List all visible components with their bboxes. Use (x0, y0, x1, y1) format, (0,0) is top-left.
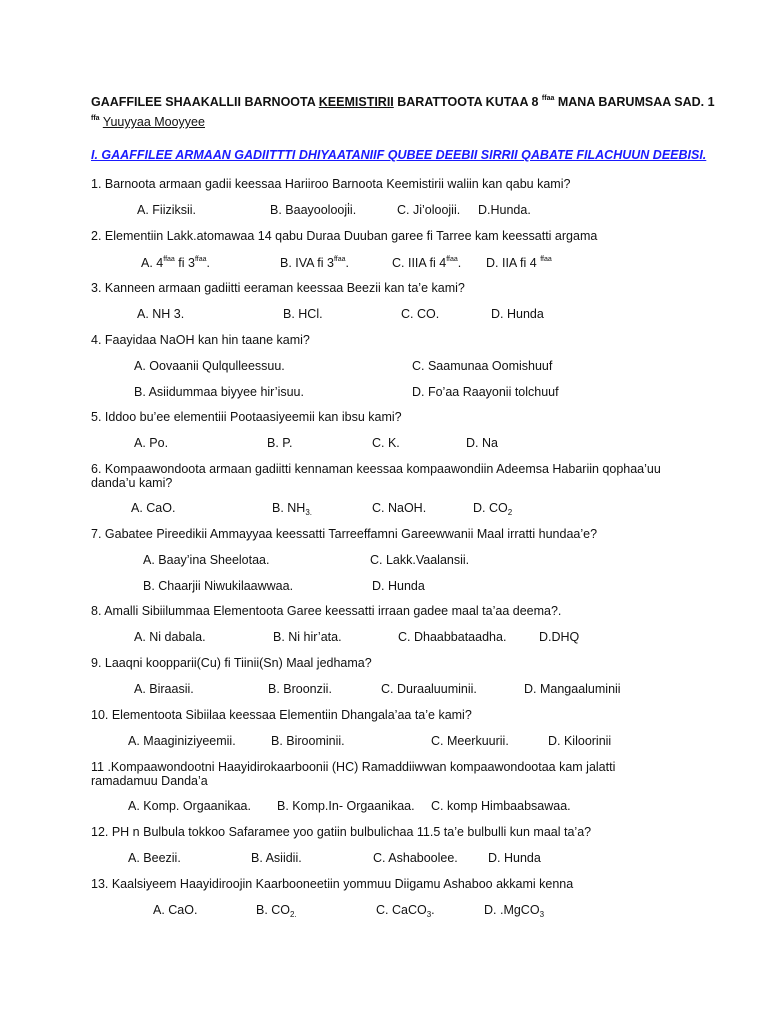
q1-option-d: D.Hunda. (478, 203, 531, 217)
question-13: 13. Kaalsiyeem Haayidiroojin Kaarbooneetiin yommuu Diigamu Ashaboo akkami kenna (91, 877, 574, 891)
q13-option-b (256, 903, 297, 917)
option-text: B. CO (256, 903, 291, 917)
q8-option-b: B. Ni hir’ata. (273, 630, 342, 644)
q9-option-a: A. Biraasii. (134, 682, 194, 696)
q7-option-a: A. Baay’ina Sheelotaa. (143, 553, 270, 567)
option-superscript: ffaa (446, 256, 458, 263)
option-text: A. 4 (141, 256, 164, 270)
q7-option-b: B. Chaarjii Niwukilaawwaa. (143, 579, 294, 593)
question-8: 8. Amalli Sibiilummaa Elementoota Garee keessatti irraan gadee maal ta’aa deema?. (91, 604, 562, 618)
q5-option-d: D. Na (466, 436, 498, 450)
option-text: C. IIIA fi 4 (392, 256, 447, 270)
q9-option-d: D. Mangaaluminii (524, 682, 621, 696)
option-text: . (431, 903, 435, 917)
q5-option-c: C. K. (372, 436, 400, 450)
q7-option-c: C. Lakk.Vaalansii. (370, 553, 470, 567)
q8-option-c: C. Dhaabbataadha. (398, 630, 507, 644)
q1-option-a: A. Fiiziksii. (137, 203, 197, 217)
q8-option-d: D.DHQ (539, 630, 580, 644)
q1-option-c: C. Ji’oloojii. (397, 203, 461, 217)
q2-option-a (141, 256, 210, 270)
q12-option-c: C. Ashaboolee. (373, 851, 458, 865)
q2-option-c (392, 256, 461, 270)
q6-option-a: A. CaO. (131, 501, 176, 515)
option-superscript: ffaa (194, 256, 207, 263)
q10-option-b: B. Biroominii. (271, 734, 345, 748)
q4-option-a: A. Oovaanii Qulqulleessuu. (134, 359, 285, 373)
q13-option-d (484, 903, 544, 917)
q7-option-d: D. Hunda (372, 579, 425, 593)
title-superscript: ffaa (541, 95, 555, 102)
q9-option-b: B. Broonzii. (268, 682, 332, 696)
option-superscript: ffaa (163, 256, 175, 263)
question-9: 9. Laaqni koopparii(Cu) fi Tiinii(Sn) Maal jedhama? (91, 656, 372, 670)
option-text: fi 3 (174, 256, 195, 270)
question-3: 3. Kanneen armaan gadiitti eeraman keessaa Beezii kan ta’e kami? (91, 281, 465, 295)
option-text: D. IIA fi 4 (486, 256, 541, 270)
option-text: . (206, 256, 211, 270)
q6-option-c: C. NaOH. (372, 501, 427, 515)
option-text: C. CaCO (376, 903, 427, 917)
question-7: 7. Gabatee Pireedikii Ammayyaa keessatti Tarreeffamni Gareewwanii Maal irratti hundaa’e? (91, 527, 598, 541)
option-superscript: ffaa (333, 256, 346, 263)
q4-option-c: C. Saamunaa Oomishuuf (412, 359, 553, 373)
option-text: B. NH (272, 501, 306, 515)
q12-option-a: A. Beezii. (128, 851, 181, 865)
q11-option-a: A. Komp. Orgaanikaa. (128, 799, 251, 813)
option-text: D. .MgCO (484, 903, 540, 917)
subtitle-superscript: ffa (91, 115, 100, 122)
question-12: 12. PH n Bulbula tokkoo Safaramee yoo gatiin bulbulichaa 11.5 ta’e bulbulli kun maal ta’a? (91, 825, 592, 839)
q11-option-c: C. komp Himbaabsawaa. (431, 799, 571, 813)
q3-option-c: C. CO. (401, 307, 440, 321)
question-2: 2. Elementiin Lakk.atomawaa 14 qabu Duraa Duuban garee fi Tarree kam keessatti argama (91, 229, 598, 243)
option-text: B. IVA fi 3 (280, 256, 334, 270)
option-text: . (457, 256, 462, 270)
question-1: 1. Barnoota armaan gadii keessaa Hariiroo Barnoota Keemistirii waliin kan qabu kami? (91, 177, 571, 191)
option-subscript: 3. (305, 508, 313, 517)
exam-subtitle (91, 115, 205, 129)
q9-option-c: C. Duraaluuminii. (381, 682, 477, 696)
q11-option-b: B. Komp.In- Orgaanikaa. (277, 799, 415, 813)
q3-option-a: A. NH 3. (137, 307, 185, 321)
title-part: MANA BARUMSAA SAD. 1 (554, 95, 715, 109)
q6-option-d (473, 501, 512, 515)
question-5: 5. Iddoo bu’ee elementiii Pootaasiyeemii kan ibsu kami? (91, 410, 402, 424)
q13-option-c (376, 903, 435, 917)
question-6: 6. Kompaawondoota armaan gadiitti kennaman keessaa kompaawondiin Adeemsa Habariin qophaa’uu danda’u kami? (91, 462, 661, 490)
q1-option-b: B. Baayoolooji̇i. (270, 203, 357, 217)
q2-option-b (280, 256, 349, 270)
option-text: . (345, 256, 350, 270)
q10-option-a: A. Maaginiziyeemii. (128, 734, 236, 748)
q5-option-b: B. P. (267, 436, 293, 450)
q5-option-a: A. Po. (134, 436, 169, 450)
q4-option-d: D. Fo’aa Raayonii tolchuuf (412, 385, 559, 399)
question-10: 10. Elementoota Sibiilaa keessaa Elementiin Dhangala’aa ta’e kami? (91, 708, 472, 722)
q13-option-a: A. CaO. (153, 903, 198, 917)
section-instruction: I. GAAFFILEE ARMAAN GADIITTTI DHIYAATANIIF QUBEE DEEBII SIRRII QABATE FILACHUUN DEEBISI. (91, 148, 707, 162)
title-part: BARATTOOTA KUTAA 8 (393, 95, 542, 109)
option-subscript: 2 (507, 508, 513, 517)
q3-option-d: D. Hunda (491, 307, 544, 321)
option-text: D. CO (473, 501, 508, 515)
title-part: GAAFFILEE SHAAKALLII BARNOOTA (91, 95, 319, 109)
q12-option-b: B. Asiidii. (251, 851, 302, 865)
option-subscript: 3 (426, 910, 432, 919)
question-11: 11 .Kompaawondootni Haayidirokaarboonii (HC) Ramaddiiwwan kompaawondootaa kam jalatti ramadamuu Danda’a (91, 760, 616, 788)
exam-title (91, 95, 715, 109)
q10-option-d: D. Kiloorinii (548, 734, 612, 748)
title-subject: KEEMISTIRII (318, 95, 394, 109)
author-name: Yuuyyaa Mooyyee (102, 115, 205, 129)
q2-option-d (486, 256, 552, 270)
q12-option-d: D. Hunda (488, 851, 541, 865)
q10-option-c: C. Meerkuurii. (431, 734, 509, 748)
q4-option-b: B. Asiidummaa biyyee hir’isuu. (134, 385, 304, 399)
question-4: 4. Faayidaa NaOH kan hin taane kami? (91, 333, 310, 347)
q6-option-b (272, 501, 312, 515)
option-subscript: 2. (290, 910, 297, 919)
q8-option-a: A. Ni dabala. (134, 630, 206, 644)
option-subscript: 3 (539, 910, 545, 919)
q3-option-b: B. HCl. (283, 307, 323, 321)
option-superscript: ffaa (540, 256, 552, 263)
